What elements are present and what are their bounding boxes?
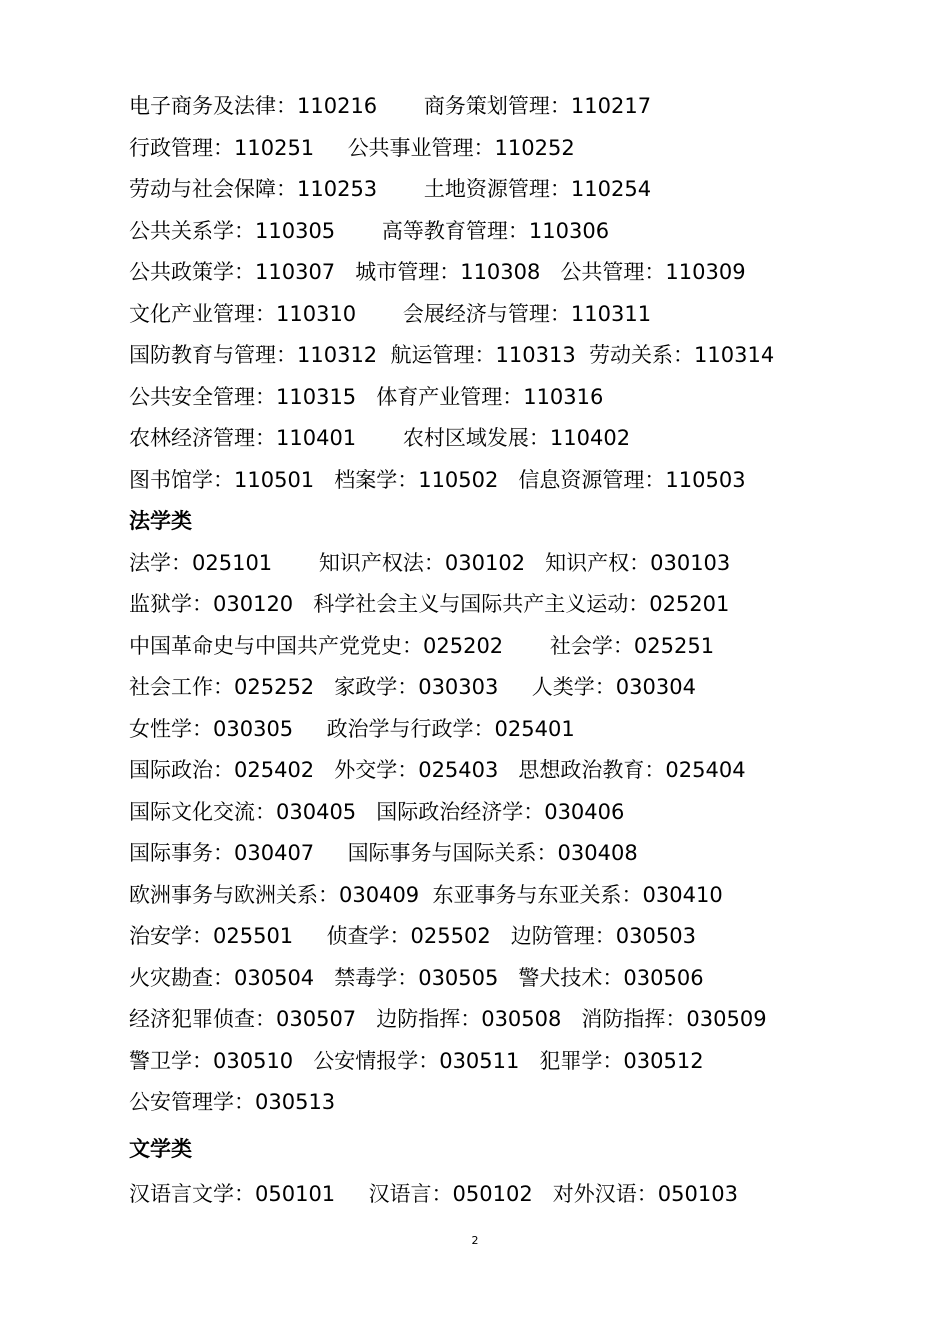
major-code-item: 边防指挥：030508 <box>376 1007 562 1031</box>
major-code-item: 高等教育管理：110306 <box>381 218 610 243</box>
item-spacer <box>525 543 545 585</box>
major-code-item: 国际政治经济学：030406 <box>376 799 625 824</box>
item-spacer <box>503 626 550 668</box>
item-spacer <box>314 128 347 170</box>
major-code-line <box>129 916 909 958</box>
major-code-line <box>129 86 909 128</box>
major-code-item: 国防教育与管理：110312 <box>129 343 378 367</box>
item-spacer <box>356 792 376 834</box>
major-code-item: 国际文化交流：030405 <box>129 799 357 824</box>
item-spacer <box>498 750 518 792</box>
major-code-item: 外交学：025403 <box>334 758 499 782</box>
major-code-item: 家政学：030303 <box>334 675 499 699</box>
major-code-item: 东亚事务与东亚关系：030410 <box>432 882 723 907</box>
major-code-item: 女性学：030305 <box>129 716 294 741</box>
major-code-item: 商务策划管理：110217 <box>423 94 652 118</box>
major-code-line <box>129 252 909 294</box>
item-spacer <box>335 1174 368 1216</box>
page-number: 2 <box>471 1234 479 1247</box>
major-code-item: 公共关系学：110305 <box>129 218 336 243</box>
major-code-item: 档案学：110502 <box>334 467 499 492</box>
item-spacer <box>293 916 326 958</box>
item-spacer <box>540 252 560 294</box>
major-code-item: 航运管理：110313 <box>390 343 576 367</box>
item-spacer <box>335 252 355 294</box>
major-code-item: 社会工作：025252 <box>129 675 315 699</box>
item-spacer <box>314 833 347 875</box>
major-code-item: 公共政策学：110307 <box>129 260 336 284</box>
major-code-line <box>129 335 909 377</box>
major-code-item: 火灾勘查：030504 <box>129 965 315 990</box>
major-code-line <box>129 833 909 875</box>
major-code-item: 会展经济与管理：110311 <box>402 301 652 326</box>
major-code-item: 汉语言：050102 <box>368 1181 533 1206</box>
item-spacer <box>561 999 581 1041</box>
section-heading: 文学类 <box>129 1136 192 1161</box>
major-code-line <box>129 1041 909 1083</box>
major-code-item: 电子商务及法律：110216 <box>129 94 378 118</box>
major-code-item: 警卫学：030510 <box>129 1048 294 1073</box>
major-code-item: 农村区域发展：110402 <box>402 426 631 450</box>
major-code-line <box>129 626 909 668</box>
item-spacer <box>419 875 432 917</box>
item-spacer <box>314 460 334 502</box>
major-code-item: 公安管理学：030513 <box>129 1090 336 1114</box>
major-code-line <box>129 543 909 585</box>
item-spacer <box>335 211 382 253</box>
major-code-item: 政治学与行政学：025401 <box>326 716 575 741</box>
item-spacer <box>356 418 403 460</box>
major-code-line <box>129 792 909 834</box>
major-code-item: 公共事业管理：110252 <box>347 135 575 160</box>
major-code-item: 劳动与社会保障：110253 <box>129 177 378 201</box>
item-spacer <box>356 999 376 1041</box>
major-code-item: 国际事务与国际关系：030408 <box>347 841 638 865</box>
major-code-item: 土地资源管理：110254 <box>423 177 652 201</box>
major-code-item: 欧洲事务与欧洲关系：030409 <box>129 882 420 907</box>
major-code-item: 行政管理：110251 <box>129 135 315 160</box>
major-code-line <box>129 128 909 170</box>
major-code-line <box>129 750 909 792</box>
major-code-item: 社会学：025251 <box>549 633 715 658</box>
major-code-line <box>129 418 909 460</box>
item-spacer <box>498 667 531 709</box>
major-code-line <box>129 377 909 419</box>
major-code-item: 禁毒学：030505 <box>334 965 499 990</box>
major-code-line <box>129 169 909 211</box>
major-code-item: 文化产业管理：110310 <box>129 301 357 326</box>
major-code-item: 汉语言文学：050101 <box>129 1181 336 1206</box>
item-spacer <box>293 709 326 751</box>
major-code-item: 公共安全管理：110315 <box>129 384 357 409</box>
major-code-item: 对外汉语：050103 <box>552 1181 738 1206</box>
major-code-item: 图书馆学：110501 <box>129 467 315 492</box>
major-code-line <box>129 211 909 253</box>
major-code-line <box>129 460 909 502</box>
item-spacer <box>377 86 424 128</box>
major-code-item: 科学社会主义与国际共产主义运动：025201 <box>313 592 730 616</box>
item-spacer <box>314 750 334 792</box>
item-spacer <box>491 916 511 958</box>
major-code-item: 思想政治教育：025404 <box>518 758 746 782</box>
item-spacer <box>272 543 319 585</box>
major-code-item: 治安学：025501 <box>129 924 294 948</box>
major-code-line <box>129 958 909 1000</box>
major-code-item: 经济犯罪侦查：030507 <box>129 1007 357 1031</box>
item-spacer <box>519 1041 539 1083</box>
major-code-item: 法学：025101 <box>129 550 273 575</box>
major-code-line <box>129 999 909 1041</box>
major-code-line <box>129 875 909 917</box>
major-code-item: 劳动关系：110314 <box>589 343 775 367</box>
major-code-line <box>129 1174 909 1216</box>
major-code-item: 监狱学：030120 <box>129 592 294 616</box>
item-spacer <box>314 667 334 709</box>
major-code-line <box>129 584 909 626</box>
item-spacer <box>377 335 390 377</box>
item-spacer <box>314 958 334 1000</box>
item-spacer <box>576 335 589 377</box>
major-code-item: 农林经济管理：110401 <box>129 426 357 450</box>
item-spacer <box>377 169 424 211</box>
major-code-item: 公安情报学：030511 <box>313 1048 520 1073</box>
major-code-item: 知识产权法：030102 <box>318 550 526 575</box>
major-code-item: 城市管理：110308 <box>355 260 541 284</box>
major-code-line <box>129 294 909 336</box>
major-code-item: 犯罪学：030512 <box>539 1048 704 1073</box>
major-code-item: 中国革命史与中国共产党党史：025202 <box>129 633 504 658</box>
major-code-item: 侦查学：025502 <box>326 924 491 948</box>
major-code-line <box>129 667 909 709</box>
major-code-item: 知识产权：030103 <box>545 550 731 575</box>
major-code-item: 体育产业管理：110316 <box>376 384 604 409</box>
item-spacer <box>498 958 518 1000</box>
major-code-line <box>129 1082 909 1124</box>
major-code-item: 国际政治：025402 <box>129 758 315 782</box>
major-code-line <box>129 709 909 751</box>
major-code-item: 消防指挥：030509 <box>581 1007 767 1031</box>
major-code-item: 警犬技术：030506 <box>518 965 704 990</box>
major-code-item: 公共管理：110309 <box>560 260 746 284</box>
item-spacer <box>293 1041 313 1083</box>
item-spacer <box>498 460 518 502</box>
major-code-item: 信息资源管理：110503 <box>518 467 746 492</box>
major-code-item: 边防管理：030503 <box>510 924 696 948</box>
item-spacer <box>356 294 403 336</box>
item-spacer <box>533 1174 553 1216</box>
major-code-item: 国际事务：030407 <box>129 841 315 865</box>
item-spacer <box>293 584 313 626</box>
item-spacer <box>356 377 376 419</box>
major-code-item: 人类学：030304 <box>531 675 696 699</box>
document-content <box>129 86 909 1215</box>
section-heading: 法学类 <box>129 509 192 533</box>
